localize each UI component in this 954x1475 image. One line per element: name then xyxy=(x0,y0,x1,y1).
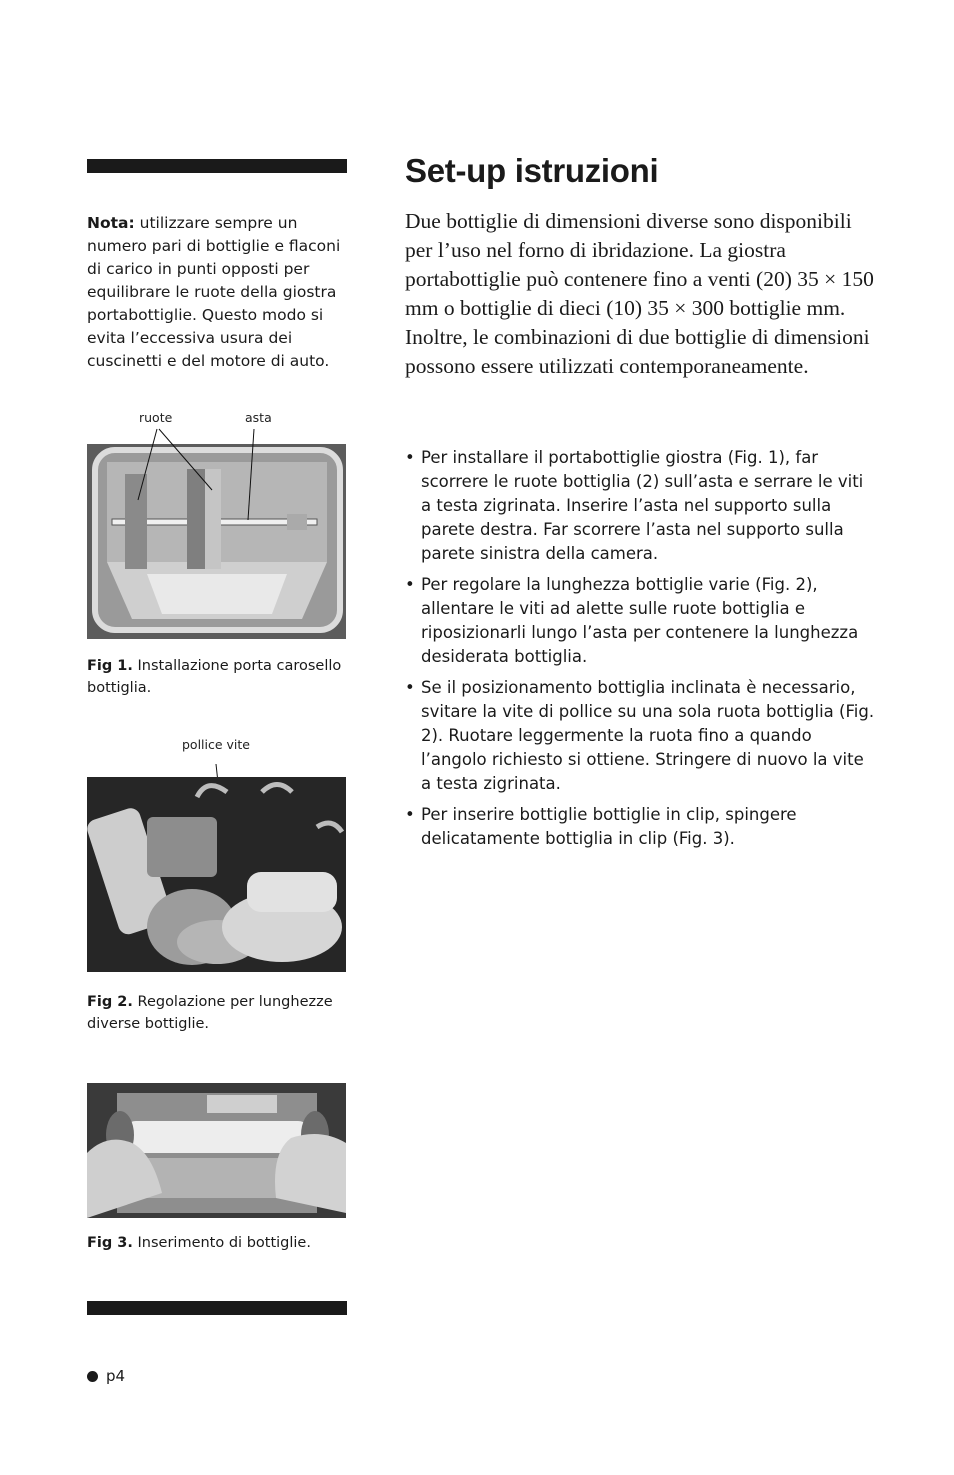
fig2-caption-label: Fig 2. xyxy=(87,994,133,1010)
note-paragraph xyxy=(87,212,355,373)
sidebar-top-rule xyxy=(87,159,347,173)
fig1-label-ruote: ruote xyxy=(139,410,173,425)
bullet-marker: • xyxy=(405,448,415,467)
bullet-marker: • xyxy=(405,575,415,594)
fig2-photo xyxy=(87,777,346,972)
fig2-caption-text: Regolazione per lunghezze diverse bottiglie. xyxy=(87,994,333,1032)
fig3-caption xyxy=(87,1232,357,1254)
instruction-item xyxy=(405,446,875,566)
bullet-marker: • xyxy=(405,678,415,697)
fig1-photo xyxy=(87,444,346,639)
fig3-caption-label: Fig 3. xyxy=(87,1235,133,1251)
page-number-text: p4 xyxy=(106,1367,126,1385)
fig2-caption xyxy=(87,991,357,1035)
fig2-label-pollice-vite: pollice vite xyxy=(182,737,250,752)
instruction-item xyxy=(405,803,875,851)
instruction-text: Per regolare la lunghezza bottiglie varie (Fig. 2), allentare le viti ad alette sulle ruote bottiglia e riposizionarli lungo l’asta per contenere la lunghezza desiderata bottiglia. xyxy=(421,575,859,666)
note-label: Nota: xyxy=(87,214,135,232)
bullet-circle-icon xyxy=(87,1371,98,1382)
instruction-text: Per installare il portabottiglie giostra (Fig. 1), far scorrere le ruote bottiglia (2) sull’asta e serrare le viti a testa zigrinata. Inserire l’asta nel supporto sulla parete destra. Far scorrere l’asta nel supporto sulla parete sinistra della camera. xyxy=(421,448,864,563)
instruction-item xyxy=(405,573,875,669)
sidebar-bottom-rule xyxy=(87,1301,347,1315)
note-text: utilizzare sempre un numero pari di bottiglie e flaconi di carico in punti opposti per equilibrare le ruote della giostra portabottiglie. Questo modo si evita l’eccessiva usura dei cuscinetti e del motore di auto. xyxy=(87,214,341,370)
bullet-marker: • xyxy=(405,805,415,824)
instruction-list xyxy=(405,446,875,858)
page-title: Set-up istruzioni xyxy=(405,152,659,189)
fig1-label-asta: asta xyxy=(245,410,272,425)
instruction-item xyxy=(405,676,875,796)
fig3-photo xyxy=(87,1083,346,1218)
fig1-caption-label: Fig 1. xyxy=(87,658,133,674)
page-number xyxy=(87,1367,125,1385)
intro-paragraph: Due bottiglie di dimensioni diverse sono disponibili per l’uso nel forno di ibridazione. La giostra portabottiglie può contenere fino a venti (20) 35 × 150 mm o bottiglie di dieci (10) 35 × 300 bottiglie mm. Inoltre, le combinazioni di due bottiglie di dimensioni possono essere utilizzati contemporaneamente. xyxy=(405,209,874,378)
fig1-caption xyxy=(87,655,357,699)
fig1-caption-text: Installazione porta carosello bottiglia. xyxy=(87,658,342,696)
instruction-text: Per inserire bottiglie bottiglie in clip, spingere delicatamente bottiglia in clip (Fig. 3). xyxy=(421,805,797,848)
fig3-caption-text: Inserimento di bottiglie. xyxy=(132,1235,311,1251)
instruction-text: Se il posizionamento bottiglia inclinata è necessario, svitare la vite di pollice su una sola ruota bottiglia (Fig. 2). Ruotare leggermente la ruota fino a quando l’angolo richiesto si ottiene. Stringere di nuovo la vite a testa zigrinata. xyxy=(421,678,875,793)
